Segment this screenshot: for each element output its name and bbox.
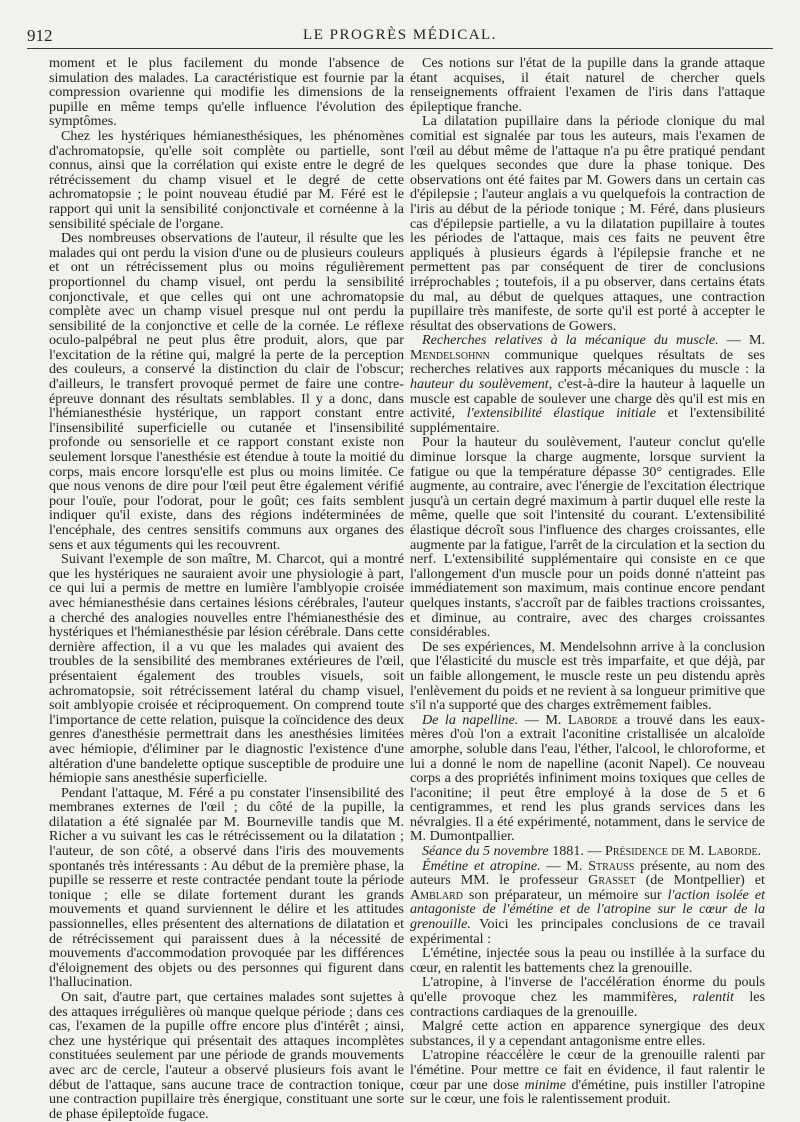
paragraph: Malgré cette action en apparence synergique des deux substances, il y a cependant antagonisme entre elles. [410,1018,765,1049]
author-name: Laborde [567,711,618,728]
paragraph: La dilatation pupillaire dans la période clonique du mal comitial est signalée par tous les auteurs, mais l'examen de l'œil au début même de l'attaque n'a pu être pratiqué pendant les quelques secondes que dure la phase tonique. Des observations ont été faites par M. Gowers dans un certain cas d'épilepsie ; l'auteur anglais a vu quelquefois la contraction de l'iris au début de la période tonique ; M. Féré, dans plusieurs cas d'épilepsie partielle, a vu la dilatation pupillaire à toutes les périodes de l'attaque, mais ces faits ne peuvent être appliqués à plusieurs égards à l'épilepsie franche et ne permettent pas par conséquent de tirer de conclusions irréprochables ; toutefois, il a pu observer, dans certains états du mal, au début de quelques attaques, une contraction pupillaire très manifeste, de sorte qu'il est porté à accepter le résultat des observations de Gowers. [410,113,765,334]
section-napelline: De la napelline. — M. Laborde a trouvé dans les eaux-mères d'où l'on a extrait l'aconitine cristallisée un alcaloïde amorphe, soluble dans l'eau, l'éther, l'alcool, le chloroforme, et lui a donné le nom de napelline (aconit Napel). Ce nouveau corps a des propriétés infiniment moins toxiques que celles de l'aconitine; il peut être employé à la dose de 5 et 6 centigrammes, et rend les plus grands services dans les névralgies. Il a été expérimenté, notamment, dans le service de M. Dumontpallier. [410,711,765,845]
author-name: Strauss [588,857,635,874]
header-rule [27,48,773,49]
paragraph: L'émétine, injectée sous la peau ou instillée à la surface du cœur, en ralentit les battements chez la grenouille. [410,945,765,976]
paragraph: Des nombreuses observations de l'auteur, il résulte que les malades qui ont perdu la vision d'une ou de plusieurs couleurs et ont un rétrécissement plus ou moins régulièrement proportionnel du champ visuel, ont perdu la sensibilité conjonctivale, et que celles qui ont une achromatopsie complète avec un champ visuel presque nul ont perdu la sensibilité de la conjonctive et celle de la cornée. Le réflexe oculo-palpébral ne peut plus être produit, alors, que par l'excitation de la rétine qui, malgré la perte de la perception des couleurs, a conservé la distinction du clair de l'obscur; d'ailleurs, le transfert provoqué permet de faire une contre-épreuve donnant des résultats semblables. Il y a donc, dans l'hémianesthésie hystérique, un rapport constant entre l'insensibilité superficielle ou cutanée et l'insensibilité profonde ou sensorielle et ce rapport constant existe non seulement lorsque l'anesthésie est étendue à toute la moitié du corps, mais encore lorsqu'elle est plus ou moins limitée. Ce que nous venons de dire pour l'œil peut être également vérifié pour l'ouïe, pour l'odorat, pour le goût; ces faits semblent indiquer qu'il existe, dans des régions indéterminées de l'encéphale, des centres sensitifs communs aux organes des sens et aux téguments qui les recouvrent. [49,230,404,553]
paragraph: Pendant l'attaque, M. Féré a pu constater l'insensibilité des membranes externes de l'œil ; du côté de la pupille, la dilatation a été signalée par M. Bourneville tandis que M. Richer a vu suivant les cas le rétrécissement ou la dilatation ; l'auteur, de son côté, a observé dans l'iris des mouvements spontanés très intéressants : Au début de la première phase, la pupille se resserre et reste contractée pendant toute la période tonique ; elle se dilate fortement durant les grands mouvements et quand surviennent le délire et les attitudes passionnelles, elles présentent des alternations de dilatation et de rétrécissement qui paraissent dues à la nécessité de mouvements d'accommodation provoquée par les différences d'éloignement des objets ou des personnes qui figurent dans l'hallucination. [49,784,404,991]
paragraph: On sait, d'autre part, que certaines malades sont sujettes à des attaques irrégulières où manque quelque période ; dans ces cas, l'examen de la pupille offre encore plus d'intérêt ; ainsi, chez une hystérique qui présentait des attaques incomplètes constituées seulement par une période de grands mouvements avec arc de cercle, l'auteur a observé plusieurs fois avant le début de l'attaque, sans aucune trace de contraction tonique, une contraction pupillaire très énergique, constituant une sorte de phase épileptoïde fugace. [49,989,404,1122]
paragraph: moment et le plus facilement du monde l'absence de simulation des malades. La caractéristique est fournie par la compression ovarienne qui modifie les dimensions de la pupille en même temps qu'elle influence l'évolution des symptômes. [49,55,404,130]
paragraph: Ces notions sur l'état de la pupille dans la grande attaque étant acquises, il était naturel de chercher quels renseignements offraient l'examen de l'iris dans l'attaque épileptique franche. [410,55,765,115]
paragraph: Chez les hystériques hémianesthésiques, les phénomènes d'achromatopsie, qu'elle soit complète ou partielle, sont connus, ainsi que la corrélation qui existe entre le degré de rétrécissement du champ visuel et le degré de cette achromatopsie ; le point nouveau étudié par M. Féré est le rapport qui unit la sensibilité conjonctivale et cornéenne à la sensibilité spéciale de l'organe. [49,127,404,232]
section-title: Émétine et atropine. [422,857,541,874]
paragraph: Pour la hauteur du soulèvement, l'auteur conclut qu'elle diminue lorsque la charge augmente, lorsque survient la fatigue ou que la température dépasse 30° centigrades. Elle augmente, au contraire, avec l'énergie de l'excitation électrique jusqu'à un certain degré maximum à partir duquel elle reste la même, quelle que soit l'intensité du courant. L'extensibilité élastique décroît sous l'influence des charges croissantes, elle augmente par la fatigue, l'arrêt de la circulation et la section du nerf. L'extensibilité supplémentaire qui consiste en ce que l'allongement d'un muscle pour un poids donné n'atteint pas immédiatement son maximum, mais continue encore pendant quelques instants, s'accroît par de faibles tractions croissantes, et diminue, au contraire, avec des charges croissantes considérables. [410,434,765,641]
paragraph: L'atropine réaccélère le cœur de la grenouille ralenti par l'émétine. Pour mettre ce fait en évidence, il faut ralentir le cœur par une dose minime d'émétine, puis instiller l'atropine sur le cœur, une fois le ralentissement produit. [410,1047,766,1108]
paragraph: De ses expériences, M. Mendelsohnn arrive à la conclusion que l'élasticité du muscle est très imparfaite, et que déjà, par un faible allongement, le muscle reste un peu distendu après l'enlèvement du poids et ne revient à sa longueur primitive que s'il n'a supporté que des charges extrêmement faibles. [410,638,765,714]
paragraph: L'atropine, à l'inverse de l'accélération énorme du pouls qu'elle provoque chez les mammifères, ralentit les contractions cardiaques de la grenouille. [410,974,765,1020]
author-name: Amblard [410,886,463,903]
left-column [49,55,404,1122]
journal-title: LE PROGRÈS MÉDICAL. [303,27,497,43]
paragraph: Suivant l'exemple de son maître, M. Charcot, qui a montré que les hystériques ne sauraient avoir une physiologie à part, ce qui lui a permis de mettre en lumière l'amblyopie croisée avec hémianesthésie dans certaines lésions cérébrales, l'auteur a cherché des analogies nouvelles entre l'hémianesthésie des hystériques et l'hémianesthésie par lésion cérébrale. Dans cette dernière affection, il a vu que les malades qui avaient des troubles de la sensibilité des membranes extérieures de l'œil, présentaient également des troubles visuels, soit achromatopsie, soit rétrécissement latéral du champ visuel, soit amblyopie croisée et réciproquement. On comprend toute l'importance de cette relation, puisque la coïncidence des deux genres d'anesthésie permettrait dans les anesthésies limitées avec hémiopie, d'éliminer par le diagnostic l'existence d'une altération d'une bandelette optique susceptible de produire une hémiopie sans anesthésie superficielle. [49,551,404,787]
section-title: De la napelline. [422,711,519,728]
author-name: Grasset [588,872,636,889]
page-header [27,26,773,46]
section-emetine: Émétine et atropine. — M. Strauss présente, au nom des auteurs MM. le professeur Grasset (de Montpellier) et Amblard son préparateur, un mémoire sur l'action isolée et antagoniste de l'émétine et de l'atropine sur le cœur de la grenouille. Voici les principales conclusions de ce travail expérimental : [410,857,766,947]
page-number: 912 [27,26,53,45]
section-title: Recherches relatives à la mécanique du muscle. [422,332,719,349]
session-heading: Séance du 5 novembre 1881. — Présidence de M. Laborde. [422,843,762,860]
right-column [410,55,766,1108]
author-name: Mendelsohnn [410,346,490,363]
section-muscle-mechanics: Recherches relatives à la mécanique du muscle. — M. Mendelsohnn communique quelques résultats de ses recherches relatives aux rapports mécaniques du muscle : la hauteur du soulèvement, c'est-à-dire la hauteur à laquelle un muscle est capable de soulever une charge dès qu'il est mis en activité, l'extensibilité élastique initiale et l'extensibilité supplémentaire. [410,332,766,436]
